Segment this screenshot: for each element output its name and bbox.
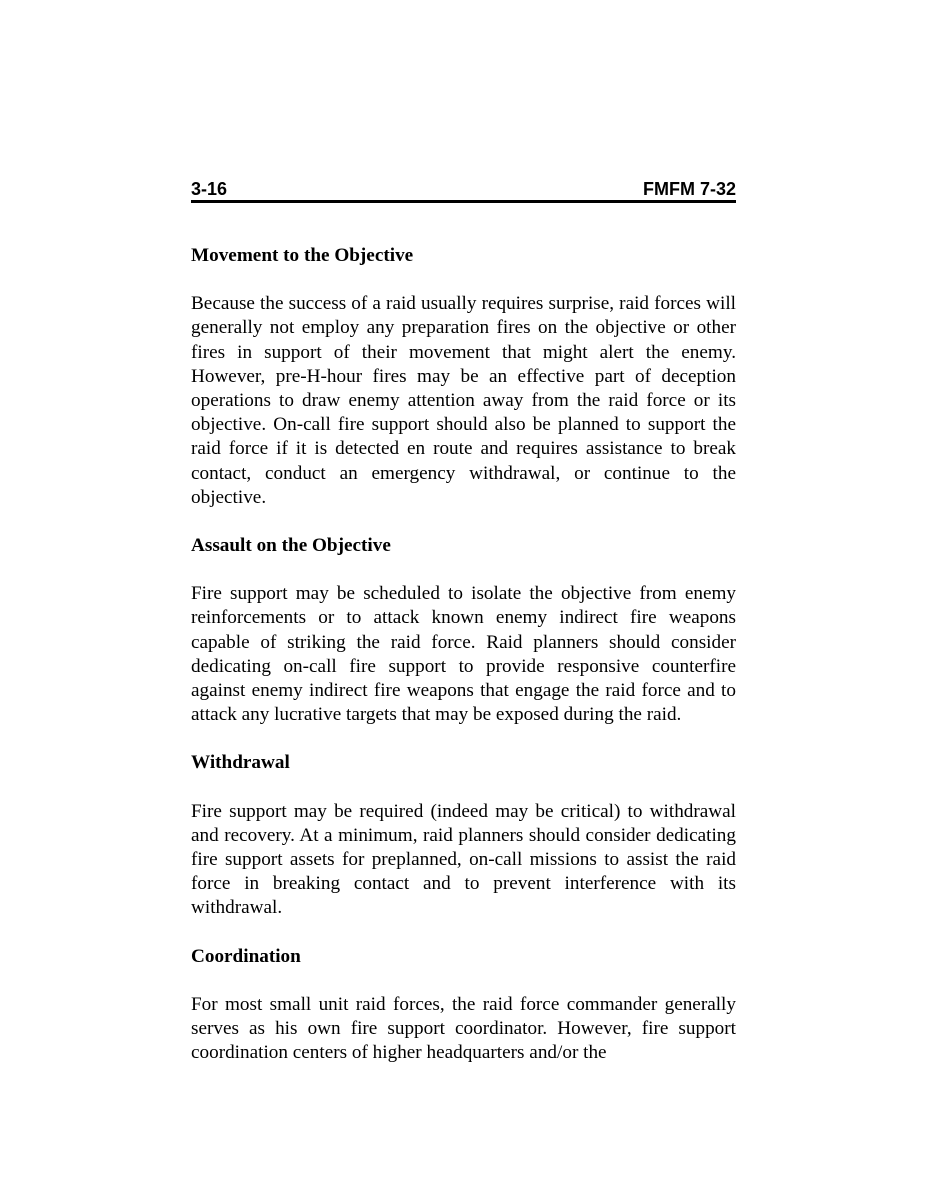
manual-id: FMFM 7-32 (642, 179, 736, 199)
section-heading: Coordination (191, 945, 301, 967)
running-header (191, 178, 736, 203)
page-number: 3-16 (191, 179, 228, 199)
section-withdrawal (191, 751, 736, 920)
section-paragraph: Because the success of a raid usually requires surprise, raid forces will generally not employ any preparation fires on the objective or other fires in support of their movement that might alert the enemy. However, pre-H-hour fires may be an effective part of deception operations to draw enemy attention away from the raid force or its objective. On-call fire support should also be planned to support the raid force if it is detected en route and requires assistance to break contact, conduct an emergency withdrawal, or continue to the objective. (191, 293, 736, 508)
page-content (191, 244, 736, 1089)
section-paragraph: Fire support may be required (indeed may be critical) to withdrawal and recovery. At a minimum, raid planners should consider dedicating fire support assets for preplanned, on-call missions to assist the raid force in breaking contact and to prevent interference with its withdrawal. (191, 800, 736, 919)
section-heading: Assault on the Objective (191, 535, 391, 557)
section-paragraph: For most small unit raid forces, the raid force commander generally serves as his own fire support coordinator. However, fire support coordination centers of higher headquarters and/or the (191, 993, 736, 1064)
section-movement-to-objective (191, 244, 736, 510)
section-heading: Withdrawal (191, 752, 290, 774)
section-paragraph: Fire support may be scheduled to isolate the objective from enemy reinforcements or to attack known enemy indirect fire weapons capable of striking the raid force. Raid planners should consider dedicating on-call fire support to provide responsive counterfire against enemy indirect fire weapons that engage the raid force and to attack any lucrative targets that may be exposed during the raid. (191, 583, 736, 726)
section-heading: Movement to the Objective (191, 245, 414, 266)
section-assault-on-objective (191, 534, 736, 727)
section-coordination (191, 945, 736, 1066)
